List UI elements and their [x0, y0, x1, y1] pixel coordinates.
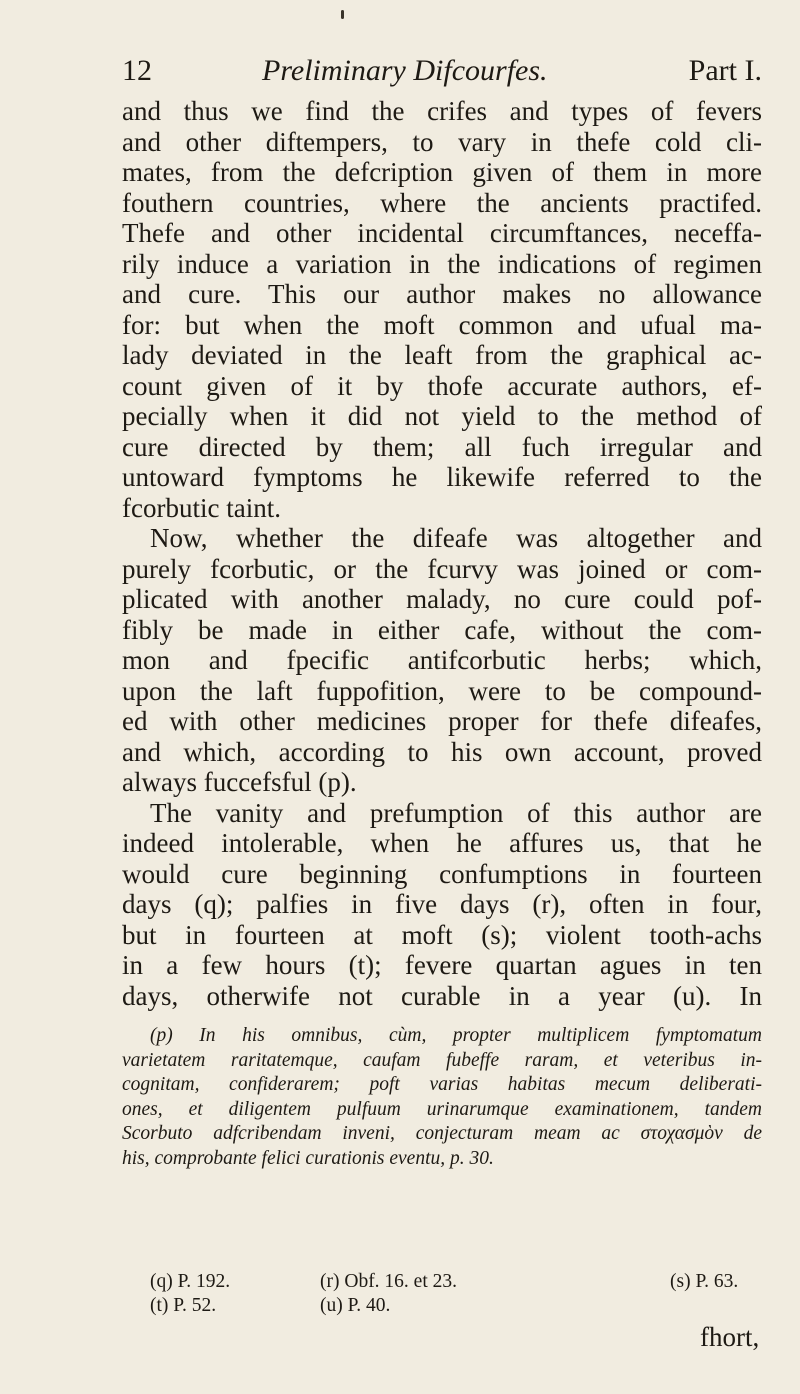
text-line: fibly be made in either cafe, without the com- [122, 614, 762, 645]
text-line: untoward fymptoms he likewife referred to the [122, 462, 762, 492]
text-line: always fuccefsful (p). [122, 767, 357, 797]
text-line: rily induce a variation in the indications of regimen [122, 248, 762, 279]
text-line: count given of it by thofe accurate authors, ef- [122, 370, 762, 401]
footnote-r: (r) Obf. 16. et 23. [320, 1271, 458, 1292]
text-line: days, otherwife not curable in a year (u). In [122, 980, 762, 1011]
text-line: fcorbutic taint. [122, 492, 281, 523]
text-line: and other diftempers, to vary in thefe cold cli- [122, 126, 762, 157]
text-line: purely fcorbutic, or the fcurvy was joined or com- [122, 553, 762, 584]
text-line: lady deviated in the leaft from the graphical ac- [122, 340, 762, 370]
text-line: Now, whether the difeafe was altogether and [150, 523, 762, 553]
text-line: but in fourteen at moft (s); violent tooth-achs [122, 919, 762, 950]
footnote-t: (t) P. 52. [150, 1295, 217, 1316]
footnote-q: (q) P. 192. [150, 1271, 231, 1292]
text-line: days (q); palfies in five days (r), often in four, [122, 889, 762, 919]
text-line: cure directed by them; all fuch irregular and [122, 431, 762, 462]
footnote-p [122, 1024, 762, 1172]
text-line: ed with other medicines proper for thefe difeafes, [122, 706, 762, 736]
text-line: in a few hours (t); fevere quartan agues in ten [122, 950, 762, 980]
text-line: pecially when it did not yield to the method of [122, 401, 762, 431]
text-line: would cure beginning confumptions in fourteen [122, 858, 762, 889]
footnote-u: (u) P. 40. [320, 1295, 391, 1316]
ink-speck [341, 10, 344, 19]
text-line: for: but when the moft common and ufual ma- [122, 309, 762, 340]
text-line: upon the laft fuppofition, were to be compound- [122, 675, 762, 706]
text-line: and cure. This our author makes no allowance [122, 279, 762, 309]
text-line: plicated with another malady, no cure could pof- [122, 584, 762, 614]
part-label: Part I. [688, 54, 762, 87]
running-title: Preliminary Difcourfes. [262, 54, 548, 87]
footnote-line: his, comprobante felici curationis eventu, p. 30. [122, 1147, 494, 1169]
catchword: fhort, [700, 1322, 760, 1352]
body-text [122, 96, 762, 1011]
page-number: 12 [122, 54, 152, 87]
text-line: Thefe and other incidental circumftances, neceffa- [122, 218, 762, 248]
footnote-line: varietatem raritatemque, caufam fubeffe raram, et veteribus in- [122, 1049, 762, 1071]
running-header [122, 46, 762, 96]
text-line: mates, from the defcription given of them in more [122, 157, 762, 187]
footnote-line: (p) In his omnibus, cùm, propter multiplicem fymptomatum [150, 1025, 762, 1046]
text-line: mon and fpecific antifcorbutic herbs; which, [122, 645, 762, 675]
footnote-line: ones, et diligentem pulfuum urinarumque examinationem, tandem [122, 1098, 762, 1120]
text-line: and which, according to his own account, proved [122, 736, 762, 767]
text-line: and thus we find the crifes and types of fevers [122, 96, 762, 126]
text-line: fouthern countries, where the ancients practifed. [122, 187, 762, 218]
text-line: The vanity and prefumption of this author are [150, 797, 762, 828]
footnote-line: Scorbuto adfcribendam inveni, conjecturam meam ac στοχασμὸν de [122, 1123, 762, 1145]
footnote-s: (s) P. 63. [670, 1271, 739, 1292]
footnote-line: cognitam, confiderarem; poft varias habitas mecum deliberati- [122, 1074, 762, 1096]
footnote-references [150, 1270, 762, 1320]
text-line: indeed intolerable, when he affures us, that he [122, 828, 762, 858]
